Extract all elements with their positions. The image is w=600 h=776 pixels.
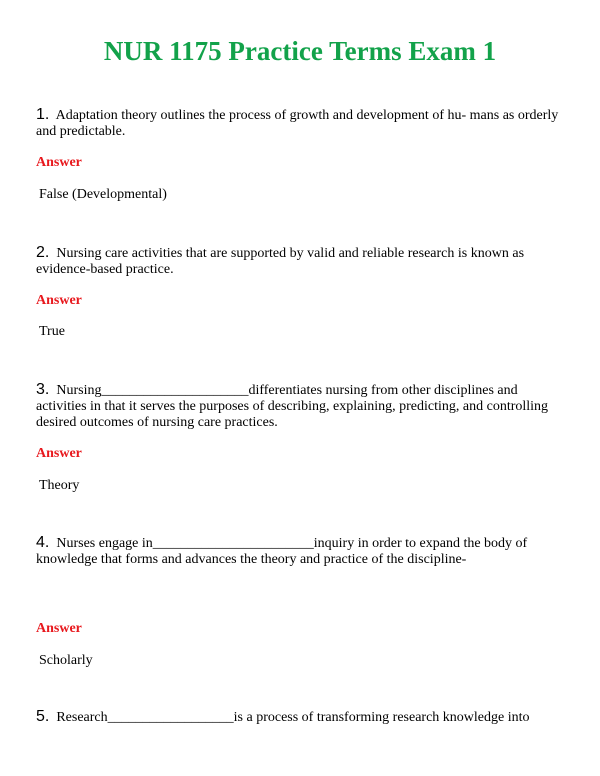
question-text: Nursing care activities that are supported by valid and reliable research is known as evidence-based practice.: [36, 246, 525, 277]
answer-text: False (Developmental): [39, 187, 167, 202]
question-3: [36, 382, 566, 431]
answer-text: Theory: [39, 478, 80, 493]
answer-text: Scholarly: [39, 653, 93, 668]
question-5: [36, 709, 566, 726]
question-4: [36, 535, 566, 568]
question-1: [36, 107, 566, 140]
answer-text: True: [39, 324, 65, 339]
question-number: 4.: [36, 534, 50, 551]
answer-label: Answer: [36, 293, 82, 308]
document-title: NUR 1175 Practice Terms Exam 1: [103, 36, 497, 66]
question-text: Nursing_____________________differentiates nursing from other disciplines and activities in that it serves the purposes of describing, explaining, predicting, and controlling desired outcomes of nursing care practices.: [36, 383, 549, 430]
question-number: 3.: [36, 381, 50, 398]
question-number: 5.: [36, 708, 50, 725]
answer-label: Answer: [36, 155, 82, 170]
answer-label: Answer: [36, 621, 82, 636]
answer-label: Answer: [36, 446, 82, 461]
question-text: Nurses engage in_______________________inquiry in order to expand the body of knowledge that forms and advances the theory and practice of the discipline-: [36, 536, 528, 567]
question-text: Adaptation theory outlines the process of growth and development of hu- mans as orderly and predictable.: [36, 108, 559, 139]
question-2: [36, 245, 566, 278]
question-number: 1.: [36, 106, 50, 123]
question-number: 2.: [36, 244, 50, 261]
question-text: Research__________________is a process of transforming research knowledge into: [56, 710, 530, 725]
